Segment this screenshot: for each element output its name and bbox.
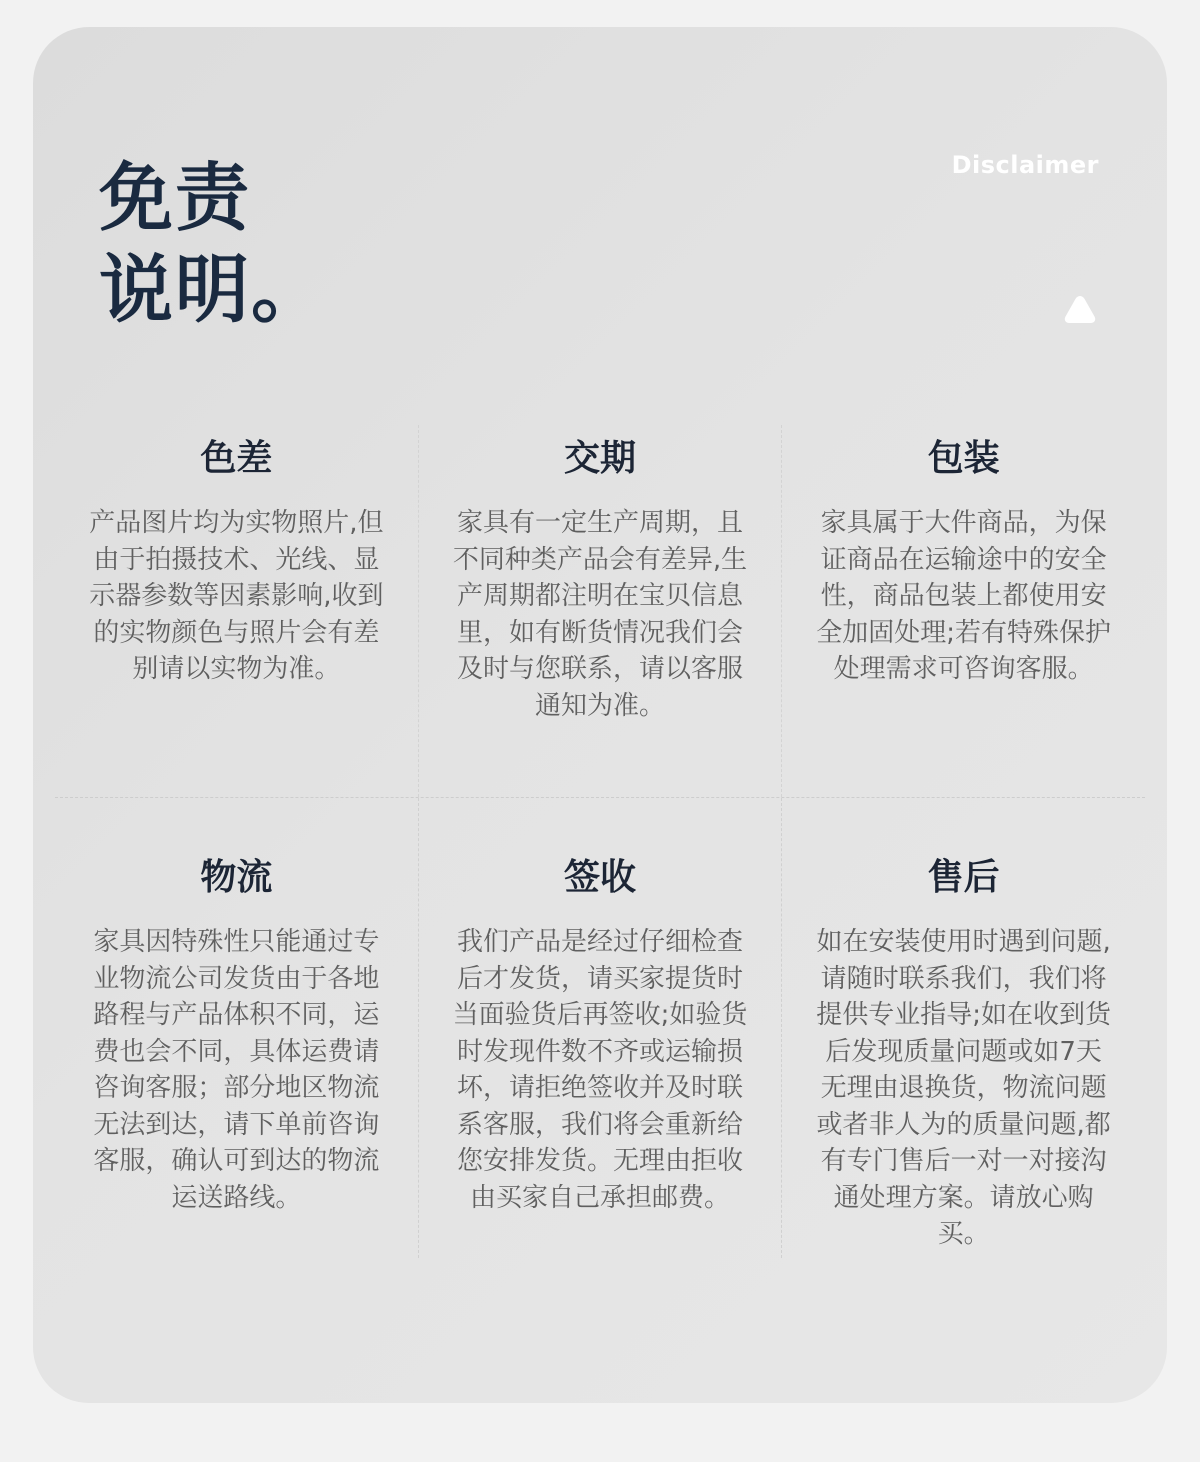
triangle-icon	[1063, 293, 1097, 325]
section-body: 家具属于大件商品，为保证商品在运输途中的安全性，商品包装上都使用安全加固处理;若有特殊保护处理需求可咨询客服。	[816, 508, 1112, 684]
section-body: 我们产品是经过仔细检查后才发货，请买家提货时当面验货后再签收;如验货时发现件数不齐或运输损坏，请拒绝签收并及时联系客服，我们将会重新给您安排发货。无理由拒收由买家自己承担邮费。	[452, 927, 748, 1213]
title-line-1: 免责	[99, 155, 251, 241]
title-line-2: 说明。	[99, 247, 327, 333]
section-title: 包装	[927, 438, 1000, 479]
section-packaging	[781, 425, 1145, 797]
section-title: 色差	[200, 438, 273, 479]
grid-row-top	[55, 425, 1145, 797]
section-body: 家具因特殊性只能通过专业物流公司发货由于各地路程与产品体积不同，运费也会不同，具体运费请咨询客服；部分地区物流无法到达，请下单前咨询客服，确认可到达的物流运送路线。	[93, 927, 380, 1213]
section-receipt	[418, 798, 782, 1258]
page-title	[99, 152, 327, 336]
section-color-difference	[55, 425, 418, 797]
section-delivery-time	[418, 425, 782, 797]
section-title: 交期	[564, 438, 637, 479]
section-logistics	[55, 798, 418, 1258]
section-title: 物流	[200, 857, 273, 898]
disclaimer-card	[33, 27, 1167, 1403]
english-label: Disclaimer	[951, 151, 1099, 179]
section-after-sales	[781, 798, 1145, 1258]
disclaimer-grid	[55, 425, 1145, 1258]
section-title: 售后	[927, 857, 1000, 898]
grid-row-bottom	[55, 798, 1145, 1258]
section-body: 产品图片均为实物照片,但由于拍摄技术、光线、显示器参数等因素影响,收到的实物颜色与照片会有差别请以实物为准。	[89, 508, 384, 684]
section-body: 如在安装使用时遇到问题,请随时联系我们，我们将提供专业指导;如在收到货后发现质量问题或如7天无理由退换货，物流问题或者非人为的质量问题,都有专门售后一对一对接沟通处理方案。请放心购买。	[816, 927, 1112, 1249]
section-title: 签收	[564, 857, 637, 898]
section-body: 家具有一定生产周期，且不同种类产品会有差异,生产周期都注明在宝贝信息里，如有断货情况我们会及时与您联系，请以客服通知为准。	[452, 508, 748, 721]
